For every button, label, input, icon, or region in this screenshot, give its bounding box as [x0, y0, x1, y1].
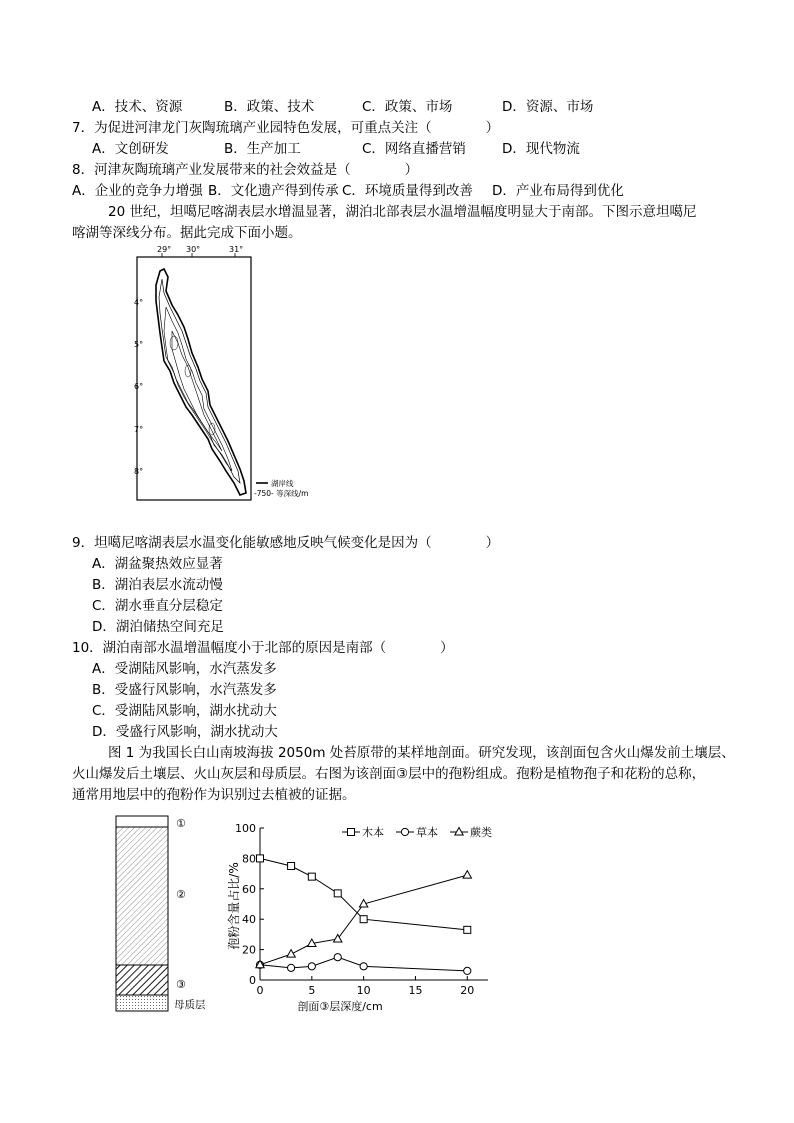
legend-label: 草本	[416, 826, 438, 839]
q8-option-b: B．文化遗产得到传承	[208, 183, 339, 199]
q6-option-d: D．资源、市场	[502, 99, 594, 115]
marker-triangle	[455, 828, 463, 836]
q6-options	[92, 97, 593, 117]
series-square	[257, 855, 471, 933]
lon-label-31: 31°	[229, 245, 244, 254]
lat-label-5: 5°	[134, 340, 144, 349]
y-tick-label: 0	[249, 974, 256, 987]
y-axis-label: 孢粉含量占比/%	[227, 862, 241, 950]
q10-option-a: A．受湖陆风影响，水汽蒸发多	[92, 661, 277, 677]
y-tick-label: 100	[235, 822, 256, 835]
marker-square	[257, 855, 264, 862]
lake-depth-map	[136, 243, 336, 501]
lat-label-6: 6°	[134, 382, 144, 391]
marker-square	[334, 890, 341, 897]
marker-circle	[360, 963, 367, 970]
lake-passage-line1: 20 世纪，坦噶尼喀湖表层水增温显著，湖泊北部表层水温增温幅度明显大于南部。下图示意坦噶尼	[108, 204, 697, 220]
lat-label-7: 7°	[134, 425, 144, 434]
y-tick-label: 60	[242, 882, 256, 896]
legend-label: 木本	[362, 826, 384, 839]
marker-square	[308, 873, 315, 880]
q9-stem: 9．坦噶尼喀湖表层水温变化能敏感地反映气候变化是因为（ ）	[72, 535, 500, 551]
q6-option-a: A．技术、资源	[92, 99, 183, 115]
soil-profile	[110, 812, 220, 1017]
q8-option-c: C．环境质量得到改善	[342, 183, 473, 199]
chart-axes	[235, 822, 488, 997]
soil-passage-line2: 火山爆发后土壤层、火山灰层和母质层。右图为该剖面③层中的孢粉组成。孢粉是植物孢子和花粉的总称，	[72, 766, 706, 782]
q8-options	[72, 181, 624, 201]
soil-passage-line1: 图 1 为我国长白山南坡海拔 2050m 处苔原带的某样地剖面。研究发现，该剖面包含火山爆发前土壤层、	[108, 745, 735, 761]
x-tick-label: 20	[460, 984, 475, 997]
marker-circle	[464, 967, 471, 974]
y-tick-label: 20	[242, 943, 256, 957]
legend-label: 蕨类	[470, 826, 492, 839]
layer-label-parent: 母质层	[174, 999, 206, 1011]
q8-option-a: A．企业的竞争力增强	[72, 183, 203, 199]
q7-stem: 7．为促进河津龙门灰陶琉璃产业园特色发展，可重点关注（ ）	[72, 120, 500, 136]
marker-triangle	[463, 871, 471, 879]
q6-option-c: C．政策、市场	[362, 99, 453, 115]
marker-square	[288, 863, 295, 870]
q7-options	[92, 139, 580, 159]
chart-legend	[342, 825, 492, 839]
layer-label-1: ①	[176, 817, 186, 830]
q10-option-b: B．受盛行风影响，水汽蒸发多	[92, 682, 277, 698]
q6-option-b: B．政策、技术	[224, 99, 315, 115]
x-tick-label: 15	[408, 984, 423, 997]
y-tick-label: 80	[242, 852, 256, 866]
q7-option-c: C．网络直播营销	[362, 141, 466, 157]
marker-square	[360, 916, 367, 923]
q10-option-c: C．受湖陆风影响，湖水扰动大	[92, 703, 277, 719]
legend-depth-label: -750- 等深线/m	[254, 489, 309, 498]
lon-label-29: 29°	[157, 245, 172, 254]
q7-option-a: A．文创研发	[92, 141, 169, 157]
q9-option-a: A．湖盆聚热效应显著	[92, 556, 223, 572]
layer-3	[116, 965, 168, 995]
x-tick-label: 0	[256, 984, 264, 997]
x-tick-label: 10	[356, 984, 371, 997]
layer-label-2: ②	[176, 888, 186, 901]
pollen-line-chart	[222, 818, 512, 1020]
lat-label-4: 4°	[134, 298, 144, 307]
lake-passage-line2: 喀湖等深线分布。据此完成下面小题。	[72, 225, 302, 241]
lon-label-30: 30°	[186, 245, 201, 254]
q8-option-d: D．产业布局得到优化	[492, 183, 624, 199]
layer-label-3: ③	[176, 978, 186, 991]
q7-option-d: D．现代物流	[502, 141, 580, 157]
marker-circle	[401, 828, 408, 835]
x-tick-label: 5	[308, 984, 316, 997]
marker-square	[348, 829, 355, 836]
lat-label-8: 8°	[134, 467, 144, 476]
q10-stem: 10．湖泊南部水温增温幅度小于北部的原因是南部（ ）	[72, 640, 454, 656]
chart-series	[256, 855, 472, 975]
soil-passage-line3: 通常用地层中的孢粉作为识别过去植被的证据。	[72, 787, 356, 803]
y-tick-label: 40	[242, 913, 256, 927]
q9-option-d: D．湖泊储热空间充足	[92, 619, 224, 635]
x-axis-label: 剖面③层深度/cm	[297, 1000, 383, 1013]
marker-triangle	[287, 950, 295, 958]
layer-1	[116, 816, 168, 827]
q10-option-d: D．受盛行风影响，湖水扰动大	[92, 724, 278, 740]
q9-option-b: B．湖泊表层水流动慢	[92, 577, 223, 593]
marker-circle	[308, 963, 315, 970]
q8-stem: 8．河津灰陶琉璃产业发展带来的社会效益是（ ）	[72, 162, 419, 178]
marker-square	[464, 926, 471, 933]
q9-option-c: C．湖水垂直分层稳定	[92, 598, 223, 614]
layer-2	[116, 827, 168, 965]
legend-shoreline-label: 湖岸线	[271, 479, 294, 488]
marker-circle	[334, 954, 341, 961]
q7-option-b: B．生产加工	[224, 141, 301, 157]
layer-parent-material	[116, 995, 168, 1011]
marker-circle	[287, 964, 294, 971]
